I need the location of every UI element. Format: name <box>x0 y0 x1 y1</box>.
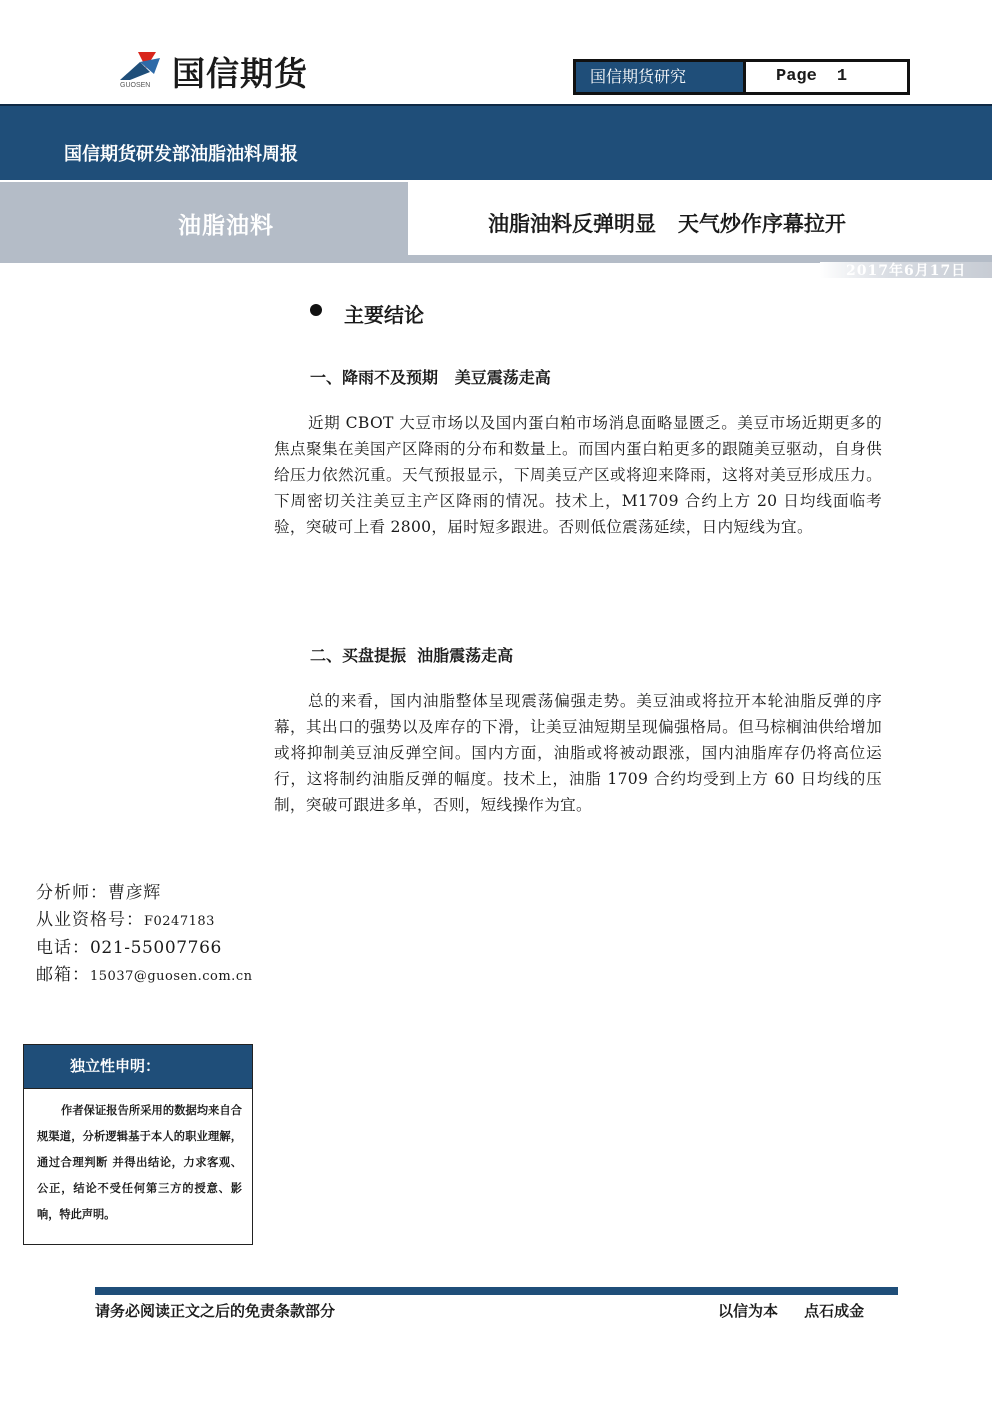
analyst-email-row <box>36 962 252 991</box>
footer-divider <box>95 1287 898 1295</box>
section-body: 近期 CBOT 大豆市场以及国内蛋白粕市场消息面略显匮乏。美豆市场近期更多的焦点聚集在美国产区降雨的分布和数量上。而国内蛋白粕更多的跟随美豆驱动，自身供给压力依然沉重。天气预报显示，下周美豆产区或将迎来降雨，这将对美豆形成压力。下周密切关注美豆主产区降雨的情况。技术上，M1709 合约上方 20 日均线面临考验，突破可上看 2800，届时短多跟进。否则低位震荡延续，日内短线为宜。 <box>274 414 882 536</box>
bullet-icon <box>310 304 322 316</box>
analyst-name: 曹彦辉 <box>108 883 161 903</box>
research-label: 国信期货研究 <box>576 62 743 92</box>
analyst-cert-label: 从业资格号： <box>36 909 144 930</box>
footer-slogan: 以信为本 点石成金 <box>718 1302 865 1320</box>
footer-disclaimer-note: 请务必阅读正文之后的免责条款部分 <box>95 1302 336 1320</box>
analyst-phone-row <box>36 935 252 962</box>
analyst-cert-row <box>36 907 252 936</box>
report-title: 国信期货研发部油脂油料周报 <box>64 144 298 165</box>
independence-statement-title: 独立性申明： <box>24 1045 252 1089</box>
category-label: 油脂油料 <box>178 213 274 239</box>
independence-statement-body: 作者保证报告所采用的数据均来自合规渠道，分析逻辑基于本人的职业理解，通过合理判断 并得出结论，力求客观、公正，结论不受任何第三方的授意、影响，特此声明。 <box>37 1103 242 1221</box>
analyst-email-label: 邮箱： <box>36 964 90 985</box>
section-body: 总的来看，国内油脂整体呈现震荡偏强走势。美豆油或将拉开本轮油脂反弹的序幕，其出口的强势以及库存的下滑，让美豆油短期呈现偏强格局。但马棕榈油供给增加或将抑制美豆油反弹空间。国内方面，油脂或将被动跟涨，国内油脂库存仍将高位运行，这将制约油脂反弹的幅度。技术上，油脂 1709 合约均受到上方 60 日均线的压制，突破可跟进多单，否则，短线操作为宜。 <box>274 692 882 814</box>
main-heading: 主要结论 <box>344 303 424 327</box>
analyst-name-label: 分析师： <box>36 883 108 903</box>
page-indicator <box>573 59 910 95</box>
report-date: 2017年6月17日 <box>846 263 967 279</box>
section-title: 一、降雨不及预期 美豆震荡走高 <box>310 368 551 387</box>
analyst-cert: F0247183 <box>144 913 215 929</box>
analyst-phone: 021-55007766 <box>90 938 222 958</box>
logo-text: 国信期货 <box>172 54 308 93</box>
independence-statement-box <box>23 1044 253 1245</box>
page-number-box <box>743 62 907 92</box>
analyst-info <box>36 880 252 990</box>
page-number: 1 <box>836 67 848 86</box>
analyst-email: 15037@guosen.com.cn <box>90 968 253 984</box>
headline: 油脂油料反弹明显 天气炒作序幕拉开 <box>488 212 846 236</box>
logo-subtext: GUOSEN <box>120 82 151 89</box>
page-label: Page <box>776 67 817 86</box>
analyst-phone-label: 电话： <box>36 938 90 958</box>
analyst-name-row <box>36 880 252 907</box>
section-title: 二、买盘提振 油脂震荡走高 <box>310 646 514 665</box>
